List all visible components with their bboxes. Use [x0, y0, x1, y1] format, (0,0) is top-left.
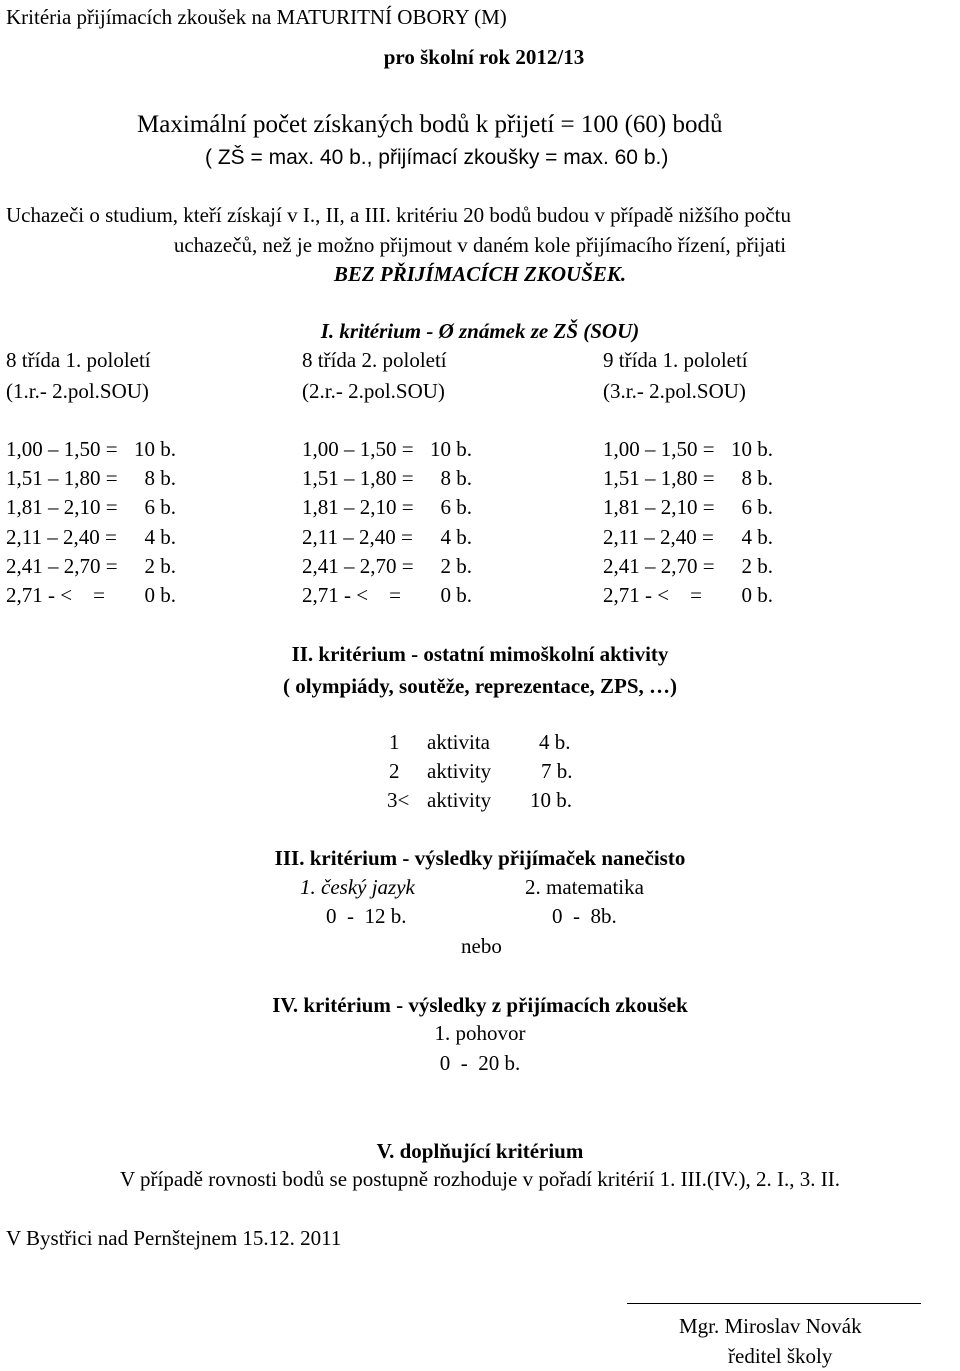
grade-points: 4 b.	[741, 524, 773, 549]
grade-row	[0, 494, 960, 524]
activity-label: aktivity	[427, 759, 492, 783]
activity-label: aktivita	[427, 730, 490, 754]
grade-range: 2,71 - < =	[302, 583, 401, 607]
grade-points: 6 b.	[741, 495, 773, 520]
activity-count: 2	[389, 759, 400, 783]
criterion-5-title: V. doplňující kritérium	[376, 1139, 584, 1163]
subject-czech: 1. český jazyk	[300, 875, 415, 899]
col-2-head: 8 třída 2. pololetí	[302, 348, 447, 372]
criterion-1-title: I. kritérium - Ø známek ze ZŠ (SOU)	[320, 319, 640, 343]
grade-range: 2,11 – 2,40 =	[6, 524, 117, 549]
criterion-4-title: IV. kritérium - výsledky z přijímacích zkoušek	[272, 993, 688, 1017]
grade-range: 2,71 - < =	[6, 583, 105, 607]
max-points-breakdown: ( ZŠ = max. 40 b., přijímací zkoušky = max. 60 b.)	[205, 146, 669, 169]
grade-points: 8 b.	[144, 466, 176, 491]
czech-range: 0 - 12 b.	[326, 904, 407, 928]
signatory-role: ředitel školy	[728, 1344, 833, 1368]
grade-range: 1,51 – 1,80 =	[6, 466, 118, 491]
grade-range: 1,81 – 2,10 =	[302, 495, 414, 520]
activity-points: 10 b.	[530, 788, 572, 812]
col-3-subhead: (3.r.- 2.pol.SOU)	[603, 379, 746, 403]
intro-line-1: Uchazeči o studium, kteří získají v I., II, a III. kritériu 20 bodů budou v případě nižšího počtu	[6, 203, 791, 227]
activity-count: 1	[389, 730, 400, 754]
activity-row	[0, 787, 960, 817]
grade-points: 8 b.	[741, 466, 773, 491]
grade-points: 2 b.	[144, 553, 176, 578]
math-range: 0 - 8b.	[552, 904, 617, 928]
grade-points: 10 b.	[430, 437, 472, 461]
activity-row	[0, 758, 960, 788]
document-title: Kritéria přijímacích zkoušek na MATURITNÍ OBORY (M)	[6, 5, 507, 29]
criterion-2-subtitle: ( olympiády, soutěže, reprezentace, ZPS, …)	[282, 674, 678, 698]
or-text: nebo	[461, 934, 502, 958]
signatory-name: Mgr. Miroslav Novák	[679, 1314, 862, 1338]
signature-line	[627, 1303, 921, 1304]
grade-range: 2,11 – 2,40 =	[302, 524, 413, 549]
grade-points: 2 b.	[440, 553, 472, 578]
interview-item: 1. pohovor	[434, 1021, 526, 1045]
activity-label: aktivity	[427, 788, 492, 812]
grade-points: 6 b.	[440, 495, 472, 520]
grade-points: 0 b.	[144, 583, 176, 607]
interview-range: 0 - 20 b.	[439, 1051, 521, 1075]
grade-points: 2 b.	[741, 553, 773, 578]
subject-math: 2. matematika	[525, 875, 644, 899]
col-1-head: 8 třída 1. pololetí	[6, 348, 151, 372]
grade-row	[0, 465, 960, 495]
col-2-subhead: (2.r.- 2.pol.SOU)	[302, 379, 445, 403]
grade-range: 1,00 – 1,50 =	[603, 437, 715, 461]
place-date: V Bystřici nad Pernštejnem 15.12. 2011	[6, 1226, 342, 1250]
criterion-3-title: III. kritérium - výsledky přijímaček nanečisto	[274, 846, 686, 870]
school-year: pro školní rok 2012/13	[383, 45, 585, 69]
grade-range: 1,00 – 1,50 =	[6, 437, 118, 461]
activity-row	[0, 729, 960, 759]
grade-range: 1,00 – 1,50 =	[302, 437, 414, 461]
grade-points: 10 b.	[731, 437, 773, 461]
grade-points: 8 b.	[440, 466, 472, 491]
activity-points: 4 b.	[539, 730, 571, 754]
grade-range: 2,41 – 2,70 =	[6, 553, 118, 578]
grade-range: 2,41 – 2,70 =	[603, 553, 715, 578]
grade-row	[0, 524, 960, 554]
grade-range: 2,71 - < =	[603, 583, 702, 607]
max-points-line: Maximální počet získaných bodů k přijetí = 100 (60) bodů	[137, 111, 723, 138]
col-1-subhead: (1.r.- 2.pol.SOU)	[6, 379, 149, 403]
intro-line-2: uchazečů, než je možno přijmout v daném kole přijímacího řízení, přijati	[173, 233, 787, 257]
grade-points: 4 b.	[144, 524, 176, 549]
grade-range: 1,81 – 2,10 =	[603, 495, 715, 520]
activity-points: 7 b.	[541, 759, 573, 783]
grade-points: 10 b.	[134, 437, 176, 461]
grade-range: 2,11 – 2,40 =	[603, 524, 714, 549]
grade-range: 1,81 – 2,10 =	[6, 495, 118, 520]
grade-row	[0, 582, 960, 612]
intro-line-3: BEZ PŘIJÍMACÍCH ZKOUŠEK.	[333, 262, 627, 286]
grade-range: 2,41 – 2,70 =	[302, 553, 414, 578]
grade-range: 1,51 – 1,80 =	[603, 466, 715, 491]
grade-row	[0, 553, 960, 583]
grade-range: 1,51 – 1,80 =	[302, 466, 414, 491]
criterion-5-text: V případě rovnosti bodů se postupně rozhoduje v pořadí kritérií 1. III.(IV.), 2. I., 3. II.	[119, 1167, 841, 1191]
col-3-head: 9 třída 1. pololetí	[603, 348, 748, 372]
grade-points: 4 b.	[440, 524, 472, 549]
grade-points: 0 b.	[741, 583, 773, 607]
activity-count: 3<	[387, 788, 410, 812]
grade-points: 0 b.	[440, 583, 472, 607]
criterion-2-title: II. kritérium - ostatní mimoškolní aktivity	[291, 642, 669, 666]
grade-points: 6 b.	[144, 495, 176, 520]
grade-row	[0, 436, 960, 466]
